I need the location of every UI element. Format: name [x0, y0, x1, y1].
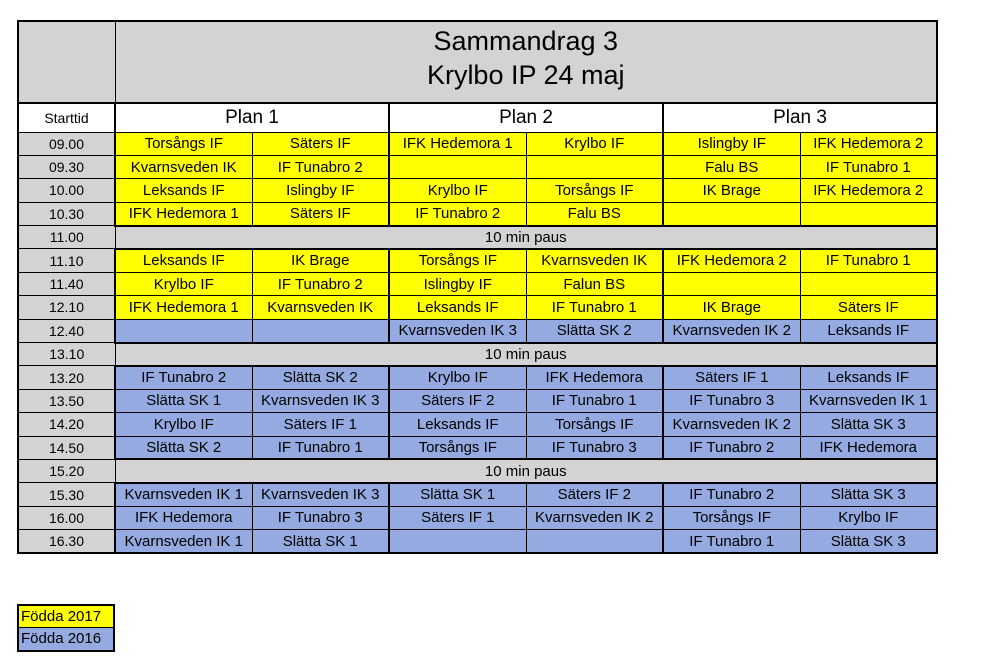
match-row	[18, 413, 937, 436]
start-time: 09.30	[18, 155, 115, 178]
team-cell: IFK Hedemora	[115, 506, 252, 529]
team-cell: Leksands IF	[115, 179, 252, 202]
team-cell: Säters IF	[252, 132, 389, 155]
plan-3-header: Plan 3	[663, 103, 937, 132]
start-time: 15.20	[18, 459, 115, 482]
start-time: 16.30	[18, 530, 115, 553]
team-cell: Leksands IF	[115, 249, 252, 272]
team-cell: Falu BS	[663, 155, 800, 178]
plan-2-header: Plan 2	[389, 103, 663, 132]
match-row	[18, 202, 937, 225]
team-cell	[663, 272, 800, 295]
team-cell: IF Tunabro 3	[252, 506, 389, 529]
team-cell	[526, 155, 663, 178]
team-cell: Leksands IF	[389, 296, 526, 319]
start-time: 10.00	[18, 179, 115, 202]
team-cell: IK Brage	[663, 179, 800, 202]
team-cell	[663, 202, 800, 225]
start-time: 12.40	[18, 319, 115, 342]
team-cell: Falun BS	[526, 272, 663, 295]
team-cell: Kvarnsveden IK	[115, 155, 252, 178]
team-cell	[389, 530, 526, 553]
team-cell: IF Tunabro 3	[663, 389, 800, 412]
team-cell: IK Brage	[252, 249, 389, 272]
pause-cell: 10 min paus	[115, 343, 937, 366]
match-row	[18, 249, 937, 272]
team-cell: IF Tunabro 2	[252, 272, 389, 295]
team-cell: Falu BS	[526, 202, 663, 225]
team-cell: Kvarnsveden IK 2	[526, 506, 663, 529]
pause-cell: 10 min paus	[115, 226, 937, 249]
team-cell: Slätta SK 2	[115, 436, 252, 459]
team-cell: Leksands IF	[800, 366, 937, 389]
page-title	[115, 21, 937, 103]
team-cell: Torsångs IF	[526, 413, 663, 436]
team-cell: Kvarnsveden IK	[526, 249, 663, 272]
team-cell: IF Tunabro 2	[252, 155, 389, 178]
team-cell: IF Tunabro 3	[526, 436, 663, 459]
start-time: 09.00	[18, 132, 115, 155]
team-cell: Krylbo IF	[115, 272, 252, 295]
match-row	[18, 436, 937, 459]
team-cell: Slätta SK 2	[252, 366, 389, 389]
team-cell: Säters IF	[252, 202, 389, 225]
team-cell: Kvarnsveden IK 1	[115, 530, 252, 553]
match-row	[18, 296, 937, 319]
start-time: 13.50	[18, 389, 115, 412]
team-cell: Krylbo IF	[389, 179, 526, 202]
team-cell: Leksands IF	[800, 319, 937, 342]
team-cell: Krylbo IF	[115, 413, 252, 436]
team-cell: IF Tunabro 1	[526, 296, 663, 319]
team-cell: Slätta SK 3	[800, 483, 937, 506]
pause-cell: 10 min paus	[115, 459, 937, 482]
team-cell: Kvarnsveden IK 3	[252, 389, 389, 412]
team-cell	[252, 319, 389, 342]
start-time: 12.10	[18, 296, 115, 319]
team-cell: Slätta SK 1	[252, 530, 389, 553]
legend-item-2016: Födda 2016	[19, 628, 113, 650]
team-cell: Kvarnsveden IK 3	[252, 483, 389, 506]
team-cell: Krylbo IF	[389, 366, 526, 389]
match-row	[18, 389, 937, 412]
team-cell: IF Tunabro 1	[800, 155, 937, 178]
team-cell: Kvarnsveden IK 1	[800, 389, 937, 412]
team-cell	[526, 530, 663, 553]
title-line-2: Krylbo IP 24 maj	[426, 60, 625, 90]
team-cell: Islingby IF	[252, 179, 389, 202]
team-cell: Kvarnsveden IK 3	[389, 319, 526, 342]
start-time: 16.00	[18, 506, 115, 529]
team-cell: Islingby IF	[389, 272, 526, 295]
team-cell: Krylbo IF	[526, 132, 663, 155]
starttid-header: Starttid	[18, 103, 115, 132]
corner-cell	[18, 21, 115, 103]
team-cell: IF Tunabro 1	[663, 530, 800, 553]
start-time: 10.30	[18, 202, 115, 225]
team-cell: Slätta SK 3	[800, 530, 937, 553]
title-line-1: Sammandrag 3	[433, 26, 619, 56]
team-cell: Slätta SK 1	[389, 483, 526, 506]
start-time: 11.00	[18, 226, 115, 249]
match-row	[18, 483, 937, 506]
team-cell: Slätta SK 1	[115, 389, 252, 412]
match-row	[18, 272, 937, 295]
match-row	[18, 506, 937, 529]
start-time: 13.20	[18, 366, 115, 389]
team-cell: IFK Hedemora 2	[800, 179, 937, 202]
team-cell: Kvarnsveden IK	[252, 296, 389, 319]
start-time: 11.10	[18, 249, 115, 272]
team-cell: Kvarnsveden IK 2	[663, 319, 800, 342]
team-cell: IFK Hedemora 2	[800, 132, 937, 155]
team-cell: Säters IF 2	[526, 483, 663, 506]
team-cell: Islingby IF	[663, 132, 800, 155]
team-cell: IFK Hedemora 1	[389, 132, 526, 155]
start-time: 11.40	[18, 272, 115, 295]
team-cell: Kvarnsveden IK 2	[663, 413, 800, 436]
team-cell: Säters IF 1	[663, 366, 800, 389]
team-cell	[800, 272, 937, 295]
team-cell: IF Tunabro 1	[526, 389, 663, 412]
team-cell: Slätta SK 2	[526, 319, 663, 342]
team-cell: Torsångs IF	[663, 506, 800, 529]
start-time: 14.20	[18, 413, 115, 436]
team-cell: Säters IF 2	[389, 389, 526, 412]
pause-row	[18, 343, 937, 366]
team-cell: IF Tunabro 1	[252, 436, 389, 459]
team-cell: IK Brage	[663, 296, 800, 319]
team-cell: IF Tunabro 2	[115, 366, 252, 389]
start-time: 13.10	[18, 343, 115, 366]
match-row	[18, 366, 937, 389]
schedule-table	[17, 20, 938, 554]
team-cell: IF Tunabro 2	[663, 436, 800, 459]
match-row	[18, 132, 937, 155]
team-cell: Slätta SK 3	[800, 413, 937, 436]
team-cell: IFK Hedemora 2	[663, 249, 800, 272]
pause-row	[18, 459, 937, 482]
team-cell: Torsångs IF	[389, 249, 526, 272]
legend-item-2017: Födda 2017	[19, 606, 113, 628]
legend	[17, 604, 115, 652]
team-cell: Leksands IF	[389, 413, 526, 436]
team-cell: Krylbo IF	[800, 506, 937, 529]
plan-1-header: Plan 1	[115, 103, 389, 132]
pause-row	[18, 226, 937, 249]
team-cell: IFK Hedemora	[800, 436, 937, 459]
team-cell: IFK Hedemora	[526, 366, 663, 389]
team-cell: Torsångs IF	[526, 179, 663, 202]
team-cell: Torsångs IF	[115, 132, 252, 155]
start-time: 14.50	[18, 436, 115, 459]
team-cell	[115, 319, 252, 342]
start-time: 15.30	[18, 483, 115, 506]
team-cell	[389, 155, 526, 178]
team-cell: IF Tunabro 2	[663, 483, 800, 506]
team-cell: IFK Hedemora 1	[115, 202, 252, 225]
match-row	[18, 530, 937, 553]
team-cell: IF Tunabro 2	[389, 202, 526, 225]
team-cell: Säters IF 1	[389, 506, 526, 529]
team-cell: IFK Hedemora 1	[115, 296, 252, 319]
team-cell: IF Tunabro 1	[800, 249, 937, 272]
match-row	[18, 155, 937, 178]
team-cell	[800, 202, 937, 225]
match-row	[18, 319, 937, 342]
team-cell: Säters IF 1	[252, 413, 389, 436]
match-row	[18, 179, 937, 202]
team-cell: Säters IF	[800, 296, 937, 319]
team-cell: Kvarnsveden IK 1	[115, 483, 252, 506]
team-cell: Torsångs IF	[389, 436, 526, 459]
